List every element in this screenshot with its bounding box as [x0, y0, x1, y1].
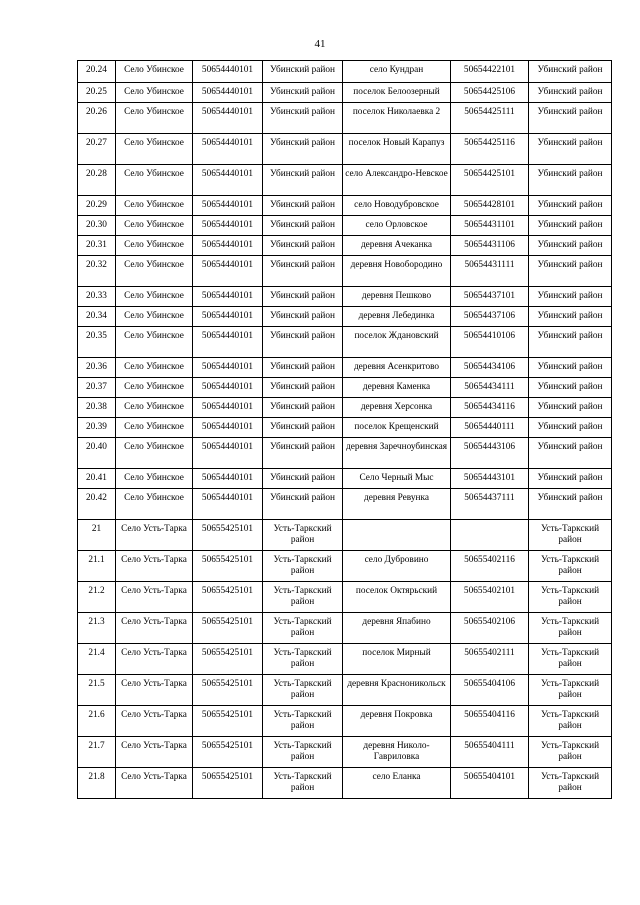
cell-locality-code: 50655404116	[451, 706, 529, 737]
table-row	[78, 489, 612, 520]
cell-locality: село Новодубровское	[343, 196, 451, 216]
cell-oktmo: 50655425101	[193, 675, 263, 706]
cell-locality-code: 50654422101	[451, 61, 529, 83]
cell-number: 20.34	[78, 307, 116, 327]
cell-oktmo: 50654440101	[193, 196, 263, 216]
cell-locality-code: 50655402101	[451, 582, 529, 613]
cell-locality-code: 50654443106	[451, 438, 529, 469]
cell-settlement: Село Убинское	[116, 358, 193, 378]
cell-locality: деревня Николо-Гавриловка	[343, 737, 451, 768]
cell-locality-code: 50654437111	[451, 489, 529, 520]
cell-settlement: Село Усть-Тарка	[116, 768, 193, 799]
table-row	[78, 83, 612, 103]
table-body	[78, 61, 612, 799]
cell-locality: деревня Лебединка	[343, 307, 451, 327]
cell-district: Убинский район	[263, 307, 343, 327]
cell-settlement: Село Убинское	[116, 196, 193, 216]
cell-locality-district: Убинский район	[529, 378, 612, 398]
table-row	[78, 438, 612, 469]
cell-oktmo: 50654440101	[193, 287, 263, 307]
cell-district: Убинский район	[263, 287, 343, 307]
table-row	[78, 103, 612, 134]
cell-number: 20.33	[78, 287, 116, 307]
cell-settlement: Село Усть-Тарка	[116, 644, 193, 675]
cell-locality-code: 50654437106	[451, 307, 529, 327]
cell-locality-district: Усть-Таркский район	[529, 551, 612, 582]
cell-district: Убинский район	[263, 489, 343, 520]
cell-settlement: Село Убинское	[116, 489, 193, 520]
cell-settlement: Село Убинское	[116, 61, 193, 83]
cell-locality-code: 50654434111	[451, 378, 529, 398]
cell-locality: деревня Ревунка	[343, 489, 451, 520]
cell-oktmo: 50655425101	[193, 737, 263, 768]
cell-number: 20.40	[78, 438, 116, 469]
cell-locality: поселок Новый Карапуз	[343, 134, 451, 165]
cell-locality-district: Усть-Таркский район	[529, 613, 612, 644]
cell-settlement: Село Убинское	[116, 103, 193, 134]
cell-locality-district: Усть-Таркский район	[529, 520, 612, 551]
cell-district: Убинский район	[263, 378, 343, 398]
cell-district: Убинский район	[263, 83, 343, 103]
cell-district: Убинский район	[263, 165, 343, 196]
cell-locality-code: 50655402116	[451, 551, 529, 582]
cell-oktmo: 50654440101	[193, 216, 263, 236]
cell-locality-code: 50654434116	[451, 398, 529, 418]
cell-oktmo: 50655425101	[193, 520, 263, 551]
cell-locality: деревня Покровка	[343, 706, 451, 737]
cell-district: Убинский район	[263, 103, 343, 134]
cell-settlement: Село Убинское	[116, 378, 193, 398]
cell-locality-district: Усть-Таркский район	[529, 582, 612, 613]
cell-settlement: Село Убинское	[116, 236, 193, 256]
cell-district: Усть-Таркский район	[263, 551, 343, 582]
table-row	[78, 469, 612, 489]
cell-oktmo: 50654440101	[193, 61, 263, 83]
cell-locality-code: 50654425101	[451, 165, 529, 196]
cell-locality	[343, 520, 451, 551]
cell-locality-code: 50654437101	[451, 287, 529, 307]
cell-settlement: Село Убинское	[116, 256, 193, 287]
table-row	[78, 644, 612, 675]
cell-locality: Село Черный Мыс	[343, 469, 451, 489]
cell-locality: деревня Асенкритово	[343, 358, 451, 378]
cell-settlement: Село Усть-Тарка	[116, 520, 193, 551]
cell-locality: село Александро-Невское	[343, 165, 451, 196]
cell-oktmo: 50655425101	[193, 551, 263, 582]
cell-district: Убинский район	[263, 398, 343, 418]
cell-settlement: Село Убинское	[116, 398, 193, 418]
cell-locality-district: Убинский район	[529, 165, 612, 196]
cell-locality: село Еланка	[343, 768, 451, 799]
cell-settlement: Село Убинское	[116, 287, 193, 307]
cell-oktmo: 50655425101	[193, 706, 263, 737]
table-row	[78, 165, 612, 196]
cell-number: 20.29	[78, 196, 116, 216]
page-number: 41	[314, 38, 326, 50]
cell-district: Усть-Таркский район	[263, 644, 343, 675]
cell-locality-code: 50654431111	[451, 256, 529, 287]
cell-locality-district: Усть-Таркский район	[529, 706, 612, 737]
cell-locality-code: 50655404106	[451, 675, 529, 706]
cell-locality-district: Убинский район	[529, 61, 612, 83]
cell-locality-district: Убинский район	[529, 327, 612, 358]
cell-number: 20.36	[78, 358, 116, 378]
cell-locality: село Кундран	[343, 61, 451, 83]
cell-locality-code: 50654428101	[451, 196, 529, 216]
cell-settlement: Село Усть-Тарка	[116, 737, 193, 768]
cell-locality: деревня Ачеканка	[343, 236, 451, 256]
cell-locality-district: Убинский район	[529, 196, 612, 216]
cell-locality: село Дубровино	[343, 551, 451, 582]
table-row	[78, 236, 612, 256]
cell-locality: деревня Новобородино	[343, 256, 451, 287]
settlement-table	[77, 60, 612, 799]
cell-locality-district: Убинский район	[529, 398, 612, 418]
cell-locality: деревня Заречноубинская	[343, 438, 451, 469]
cell-number: 20.35	[78, 327, 116, 358]
cell-locality-code: 50655404111	[451, 737, 529, 768]
table-row	[78, 196, 612, 216]
cell-locality-code: 50654431101	[451, 216, 529, 236]
cell-oktmo: 50654440101	[193, 236, 263, 256]
cell-locality-district: Убинский район	[529, 134, 612, 165]
table-row	[78, 675, 612, 706]
cell-district: Усть-Таркский район	[263, 582, 343, 613]
cell-locality-code: 50655404101	[451, 768, 529, 799]
table-row	[78, 551, 612, 582]
cell-number: 20.37	[78, 378, 116, 398]
cell-number: 20.25	[78, 83, 116, 103]
cell-number: 21.5	[78, 675, 116, 706]
cell-settlement: Село Усть-Тарка	[116, 675, 193, 706]
cell-district: Усть-Таркский район	[263, 768, 343, 799]
cell-district: Усть-Таркский район	[263, 520, 343, 551]
cell-district: Убинский район	[263, 196, 343, 216]
cell-district: Усть-Таркский район	[263, 706, 343, 737]
cell-locality: село Орловское	[343, 216, 451, 236]
cell-settlement: Село Убинское	[116, 216, 193, 236]
table-row	[78, 287, 612, 307]
cell-oktmo: 50655425101	[193, 644, 263, 675]
cell-number: 20.27	[78, 134, 116, 165]
cell-oktmo: 50655425101	[193, 768, 263, 799]
cell-district: Усть-Таркский район	[263, 737, 343, 768]
cell-locality-code: 50654425111	[451, 103, 529, 134]
cell-settlement: Село Убинское	[116, 469, 193, 489]
table-row	[78, 398, 612, 418]
cell-district: Убинский район	[263, 358, 343, 378]
cell-locality-district: Убинский район	[529, 256, 612, 287]
cell-locality: поселок Николаевка 2	[343, 103, 451, 134]
cell-locality: поселок Белоозерный	[343, 83, 451, 103]
cell-number: 21	[78, 520, 116, 551]
table-row	[78, 327, 612, 358]
cell-oktmo: 50654440101	[193, 307, 263, 327]
cell-district: Убинский район	[263, 216, 343, 236]
cell-number: 20.32	[78, 256, 116, 287]
cell-locality-district: Усть-Таркский район	[529, 768, 612, 799]
cell-number: 20.39	[78, 418, 116, 438]
cell-locality: поселок Мирный	[343, 644, 451, 675]
table-row	[78, 134, 612, 165]
cell-locality-code: 50654410106	[451, 327, 529, 358]
cell-oktmo: 50654440101	[193, 165, 263, 196]
table-row	[78, 61, 612, 83]
cell-locality-district: Убинский район	[529, 83, 612, 103]
cell-locality: деревня Япабино	[343, 613, 451, 644]
cell-number: 20.28	[78, 165, 116, 196]
cell-oktmo: 50654440101	[193, 103, 263, 134]
cell-oktmo: 50655425101	[193, 582, 263, 613]
table-row	[78, 358, 612, 378]
cell-oktmo: 50654440101	[193, 256, 263, 287]
cell-settlement: Село Убинское	[116, 134, 193, 165]
cell-locality: деревня Пешково	[343, 287, 451, 307]
cell-district: Убинский район	[263, 438, 343, 469]
table-row	[78, 378, 612, 398]
cell-locality-district: Убинский район	[529, 103, 612, 134]
cell-locality-district: Убинский район	[529, 287, 612, 307]
table-row	[78, 520, 612, 551]
cell-locality: поселок Крещенский	[343, 418, 451, 438]
cell-number: 20.30	[78, 216, 116, 236]
cell-number: 21.1	[78, 551, 116, 582]
cell-locality-district: Усть-Таркский район	[529, 644, 612, 675]
cell-district: Убинский район	[263, 134, 343, 165]
table-row	[78, 613, 612, 644]
cell-locality-code: 50655402106	[451, 613, 529, 644]
cell-district: Усть-Таркский район	[263, 675, 343, 706]
cell-number: 20.26	[78, 103, 116, 134]
cell-oktmo: 50654440101	[193, 134, 263, 165]
cell-locality-district: Убинский район	[529, 216, 612, 236]
table-row	[78, 418, 612, 438]
cell-oktmo: 50654440101	[193, 469, 263, 489]
cell-district: Убинский район	[263, 418, 343, 438]
table-row	[78, 737, 612, 768]
cell-settlement: Село Убинское	[116, 438, 193, 469]
cell-district: Убинский район	[263, 256, 343, 287]
cell-number: 21.2	[78, 582, 116, 613]
cell-locality-code: 50654440111	[451, 418, 529, 438]
cell-locality-code: 50654443101	[451, 469, 529, 489]
cell-district: Убинский район	[263, 469, 343, 489]
cell-district: Убинский район	[263, 61, 343, 83]
cell-locality: деревня Каменка	[343, 378, 451, 398]
cell-locality-district: Убинский район	[529, 489, 612, 520]
cell-oktmo: 50654440101	[193, 327, 263, 358]
cell-oktmo: 50654440101	[193, 418, 263, 438]
cell-oktmo: 50654440101	[193, 438, 263, 469]
cell-locality-code	[451, 520, 529, 551]
cell-locality-district: Убинский район	[529, 418, 612, 438]
cell-locality: поселок Ждановский	[343, 327, 451, 358]
cell-locality-district: Убинский район	[529, 307, 612, 327]
cell-locality: деревня Херсонка	[343, 398, 451, 418]
cell-locality-code: 50654425116	[451, 134, 529, 165]
cell-settlement: Село Убинское	[116, 83, 193, 103]
cell-locality-district: Убинский район	[529, 236, 612, 256]
cell-number: 20.38	[78, 398, 116, 418]
table-row	[78, 307, 612, 327]
cell-locality-district: Усть-Таркский район	[529, 737, 612, 768]
cell-number: 21.8	[78, 768, 116, 799]
cell-district: Убинский район	[263, 327, 343, 358]
cell-settlement: Село Усть-Тарка	[116, 582, 193, 613]
cell-settlement: Село Убинское	[116, 307, 193, 327]
cell-locality-district: Убинский район	[529, 438, 612, 469]
cell-oktmo: 50654440101	[193, 358, 263, 378]
cell-settlement: Село Убинское	[116, 418, 193, 438]
cell-number: 21.7	[78, 737, 116, 768]
cell-locality-district: Убинский район	[529, 358, 612, 378]
cell-oktmo: 50655425101	[193, 613, 263, 644]
table-row	[78, 256, 612, 287]
cell-settlement: Село Убинское	[116, 165, 193, 196]
cell-number: 20.41	[78, 469, 116, 489]
table-row	[78, 768, 612, 799]
cell-settlement: Село Усть-Тарка	[116, 613, 193, 644]
cell-oktmo: 50654440101	[193, 378, 263, 398]
cell-locality: поселок Октярьский	[343, 582, 451, 613]
cell-locality-code: 50654425106	[451, 83, 529, 103]
cell-locality: деревня Красноникольск	[343, 675, 451, 706]
cell-number: 20.42	[78, 489, 116, 520]
cell-oktmo: 50654440101	[193, 398, 263, 418]
cell-number: 21.6	[78, 706, 116, 737]
cell-locality-code: 50654431106	[451, 236, 529, 256]
cell-settlement: Село Убинское	[116, 327, 193, 358]
cell-oktmo: 50654440101	[193, 83, 263, 103]
table-row	[78, 706, 612, 737]
cell-district: Усть-Таркский район	[263, 613, 343, 644]
cell-number: 20.31	[78, 236, 116, 256]
table-row	[78, 216, 612, 236]
cell-locality-code: 50655402111	[451, 644, 529, 675]
cell-locality-district: Убинский район	[529, 469, 612, 489]
cell-district: Убинский район	[263, 236, 343, 256]
cell-settlement: Село Усть-Тарка	[116, 551, 193, 582]
cell-locality-district: Усть-Таркский район	[529, 675, 612, 706]
table-row	[78, 582, 612, 613]
cell-oktmo: 50654440101	[193, 489, 263, 520]
cell-number: 21.4	[78, 644, 116, 675]
cell-settlement: Село Усть-Тарка	[116, 706, 193, 737]
cell-locality-code: 50654434106	[451, 358, 529, 378]
cell-number: 21.3	[78, 613, 116, 644]
cell-number: 20.24	[78, 61, 116, 83]
